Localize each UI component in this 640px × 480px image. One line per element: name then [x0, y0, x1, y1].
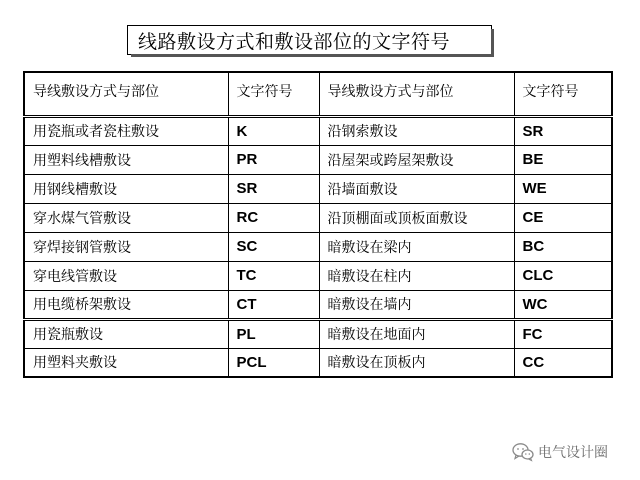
method-cell: 穿电线管敷设	[24, 261, 228, 290]
table-header-row	[24, 72, 612, 116]
method-cell: 用瓷瓶敷设	[24, 319, 228, 348]
table-row	[24, 261, 612, 290]
symbol-cell: PL	[228, 319, 319, 348]
symbol-cell: FC	[514, 319, 612, 348]
symbol-cell: SC	[228, 232, 319, 261]
symbol-cell: WC	[514, 290, 612, 319]
symbol-cell: PR	[228, 145, 319, 174]
symbol-cell: CE	[514, 203, 612, 232]
page-title-text: 线路敷设方式和敷设部位的文字符号	[138, 30, 451, 53]
symbol-cell: SR	[514, 116, 612, 145]
table-row	[24, 145, 612, 174]
table-row	[24, 290, 612, 319]
table-row	[24, 319, 612, 348]
method-cell: 用塑料线槽敷设	[24, 145, 228, 174]
method-cell: 沿墙面敷设	[319, 174, 514, 203]
symbol-cell: BE	[514, 145, 612, 174]
watermark-text: 电气设计圈	[538, 445, 608, 461]
method-cell: 沿钢索敷设	[319, 116, 514, 145]
method-cell: 穿水煤气管敷设	[24, 203, 228, 232]
page-title	[127, 25, 492, 55]
symbol-cell: K	[228, 116, 319, 145]
symbol-cell: TC	[228, 261, 319, 290]
method-cell: 暗敷设在地面内	[319, 319, 514, 348]
table-row	[24, 232, 612, 261]
symbol-cell: WE	[514, 174, 612, 203]
method-cell: 暗敷设在梁内	[319, 232, 514, 261]
method-cell: 用塑料夹敷设	[24, 348, 228, 377]
symbol-cell: CC	[514, 348, 612, 377]
table-row	[24, 203, 612, 232]
table-row	[24, 348, 612, 377]
header-method-right: 导线敷设方式与部位	[319, 72, 514, 116]
method-cell: 用电缆桥架敷设	[24, 290, 228, 319]
watermark	[512, 440, 608, 464]
symbol-cell: BC	[514, 232, 612, 261]
method-cell: 沿屋架或跨屋架敷设	[319, 145, 514, 174]
symbol-cell: PCL	[228, 348, 319, 377]
header-symbol-left: 文字符号	[228, 72, 319, 116]
symbol-cell: CLC	[514, 261, 612, 290]
header-symbol-right: 文字符号	[514, 72, 612, 116]
symbol-cell: RC	[228, 203, 319, 232]
table-row	[24, 116, 612, 145]
method-cell: 用瓷瓶或者瓷柱敷设	[24, 116, 228, 145]
symbol-cell: CT	[228, 290, 319, 319]
table-row	[24, 174, 612, 203]
symbol-table	[23, 71, 613, 378]
method-cell: 暗敷设在顶板内	[319, 348, 514, 377]
method-cell: 暗敷设在柱内	[319, 261, 514, 290]
method-cell: 穿焊接钢管敷设	[24, 232, 228, 261]
method-cell: 用钢线槽敷设	[24, 174, 228, 203]
wechat-icon	[512, 442, 534, 462]
method-cell: 暗敷设在墙内	[319, 290, 514, 319]
header-method-left: 导线敷设方式与部位	[24, 72, 228, 116]
symbol-cell: SR	[228, 174, 319, 203]
method-cell: 沿顶棚面或顶板面敷设	[319, 203, 514, 232]
